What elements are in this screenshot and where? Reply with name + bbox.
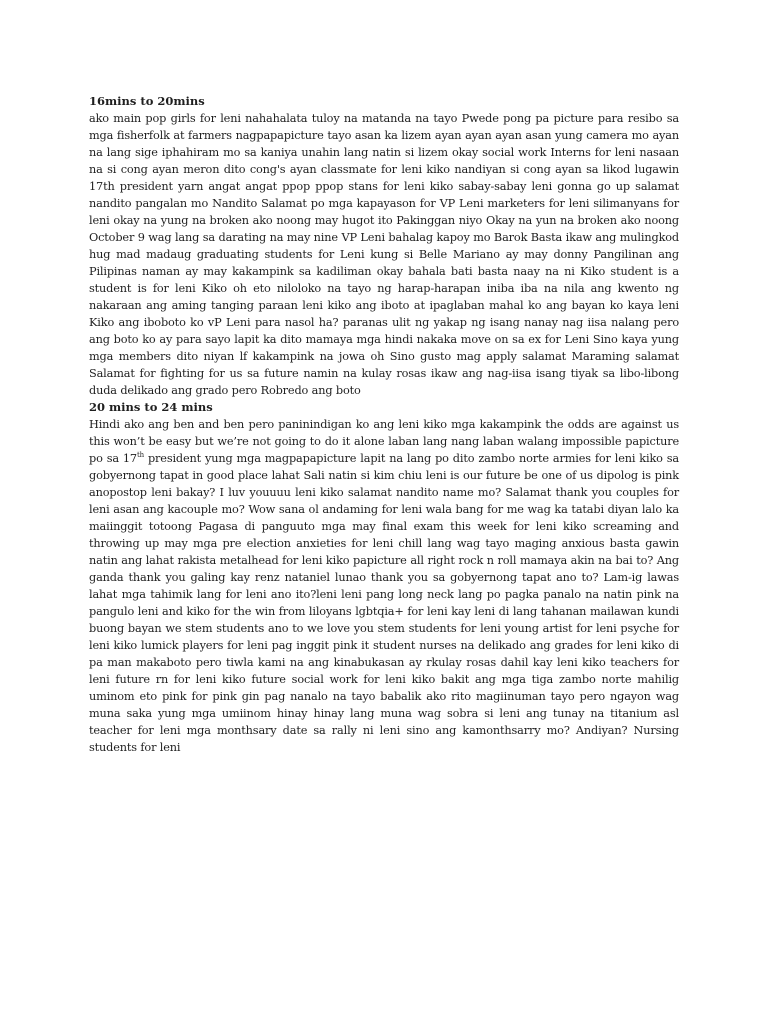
document-page <box>89 93 679 756</box>
section-body: ako main pop girls for leni nahahalata tuloy na matanda na tayo Pwede pong pa picture para resibo sa mga fisherfolk at farmers nagpapapicture tayo asan ka lizem ayan ayan ayan asan yung camera mo ayan na lang sige iphahiram mo sa kaniya unahin lang natin si lizem okay social work Interns for leni nasaan na si cong ayan meron dito cong's ayan classmate for leni kiko nandiyan si cong ayan sa likod lugawin 17th president yarn angat angat ppop ppop stans for leni kiko sabay-sabay leni gonna go up salamat nandito pangalan mo Nandito Salamat po mga kapayason for VP Leni marketers for leni silimanyans for leni okay na yung na broken ako noong may hugot ito Pakinggan niyo Okay na yun na broken ako noong October 9 wag lang sa darating na may nine VP Leni bahalag kapoy mo Barok Basta ikaw ang mulingkod hug mad madaug graduating students for Leni kung si Belle Mariano ay may donny Pangilinan ang Pilipinas naman ay may kakampink sa kadiliman okay bahala bati basta naay na ni Kiko student is a student is for leni Kiko oh eto niloloko na tayo ng harap-harapan iniba iba na nila ang kwento ng nakaraan ang aming tanging paraan leni kiko ang iboto at ipaglaban mahal ko ang bayan ko kaya leni Kiko ang iboboto ko vP Leni para nasol ha? paranas ulit ng yakap ng isang nanay nag iisa nalang pero ang boto ko ay para sayo lapit ka dito mamaya mga hindi nakaka move on sa ex for Leni Sino kaya yung mga members dito niyan lf kakampink na jowa oh Sino gusto mag apply salamat Maraming salamat Salamat for fighting for us sa future namin na kulay rosas ikaw ang nag-iisa isang tiyak sa libo-libong duda delikado ang grado pero Robredo ang boto <box>89 112 679 397</box>
ordinal-suffix: th <box>136 451 144 460</box>
section-body <box>89 416 679 756</box>
section-heading: 20 mins to 24 mins <box>89 400 213 414</box>
section-heading: 16mins to 20mins <box>89 94 205 108</box>
body-text: Hindi ako ang ben and ben pero paninindigan ko ang leni kiko mga kakampink the odds are against us this won’t be easy but we’re not going to do it alone laban lang nang laban walang impossible papicture po sa 17 <box>89 418 679 465</box>
body-text: president yung mga magpapapicture lapit na lang po dito zambo norte armies for leni kiko sa gobyernong tapat in good place lahat Sali natin si kim chiu leni is our future be one of us dipolog is pink anopostop leni bakay? I luv youuuu leni kiko salamat nandito name mo? Salamat thank you couples for leni asan ang kacouple mo? Wow sana ol andaming for leni wala bang for me wag ka tatabi diyan lalo ka maiinggit totoong Pagasa di panguuto mga may final exam this week for leni kiko screaming and throwing up may mga pre election anxieties for leni chill lang wag tayo maging anxious basta gawin natin ang lahat rakista metalhead for leni kiko papicture all right rock n roll mamaya akin na bai to? Ang ganda thank you galing kay renz nataniel lunao thank you sa gobyernong tapat ano to? Lam-ig lawas lahat mga tahimik lang for leni ano ito?leni leni pang long neck lang po pagka panalo na natin pink na pangulo leni and kiko for the win from liloyans lgbtqia+ for leni kay leni di lang tahanan mailawan kundi buong bayan we stem students ano to we love you stem students for leni young artist for leni psyche for leni kiko lumick players for leni pag inggit pink it student nurses na delikado ang grades for leni kiko di pa man makaboto pero tiwla kami na ang kinabukasan ay rkulay rosas dahil kay leni kiko teachers for leni future rn for leni kiko future social work for leni kiko bakit ang mga tiga zambo norte mahilig uminom eto pink for pink gin pag nanalo na tayo babalik ako rito magiinuman tayo pero ngayon wag muna saka yung mga umiinom hinay hinay lang muna wag sobra si leni ang tunay na titanium asl teacher for leni mga monthsary date sa rally ni leni sino ang kamonthsarry mo? Andiyan? Nursing students for leni <box>89 452 679 754</box>
